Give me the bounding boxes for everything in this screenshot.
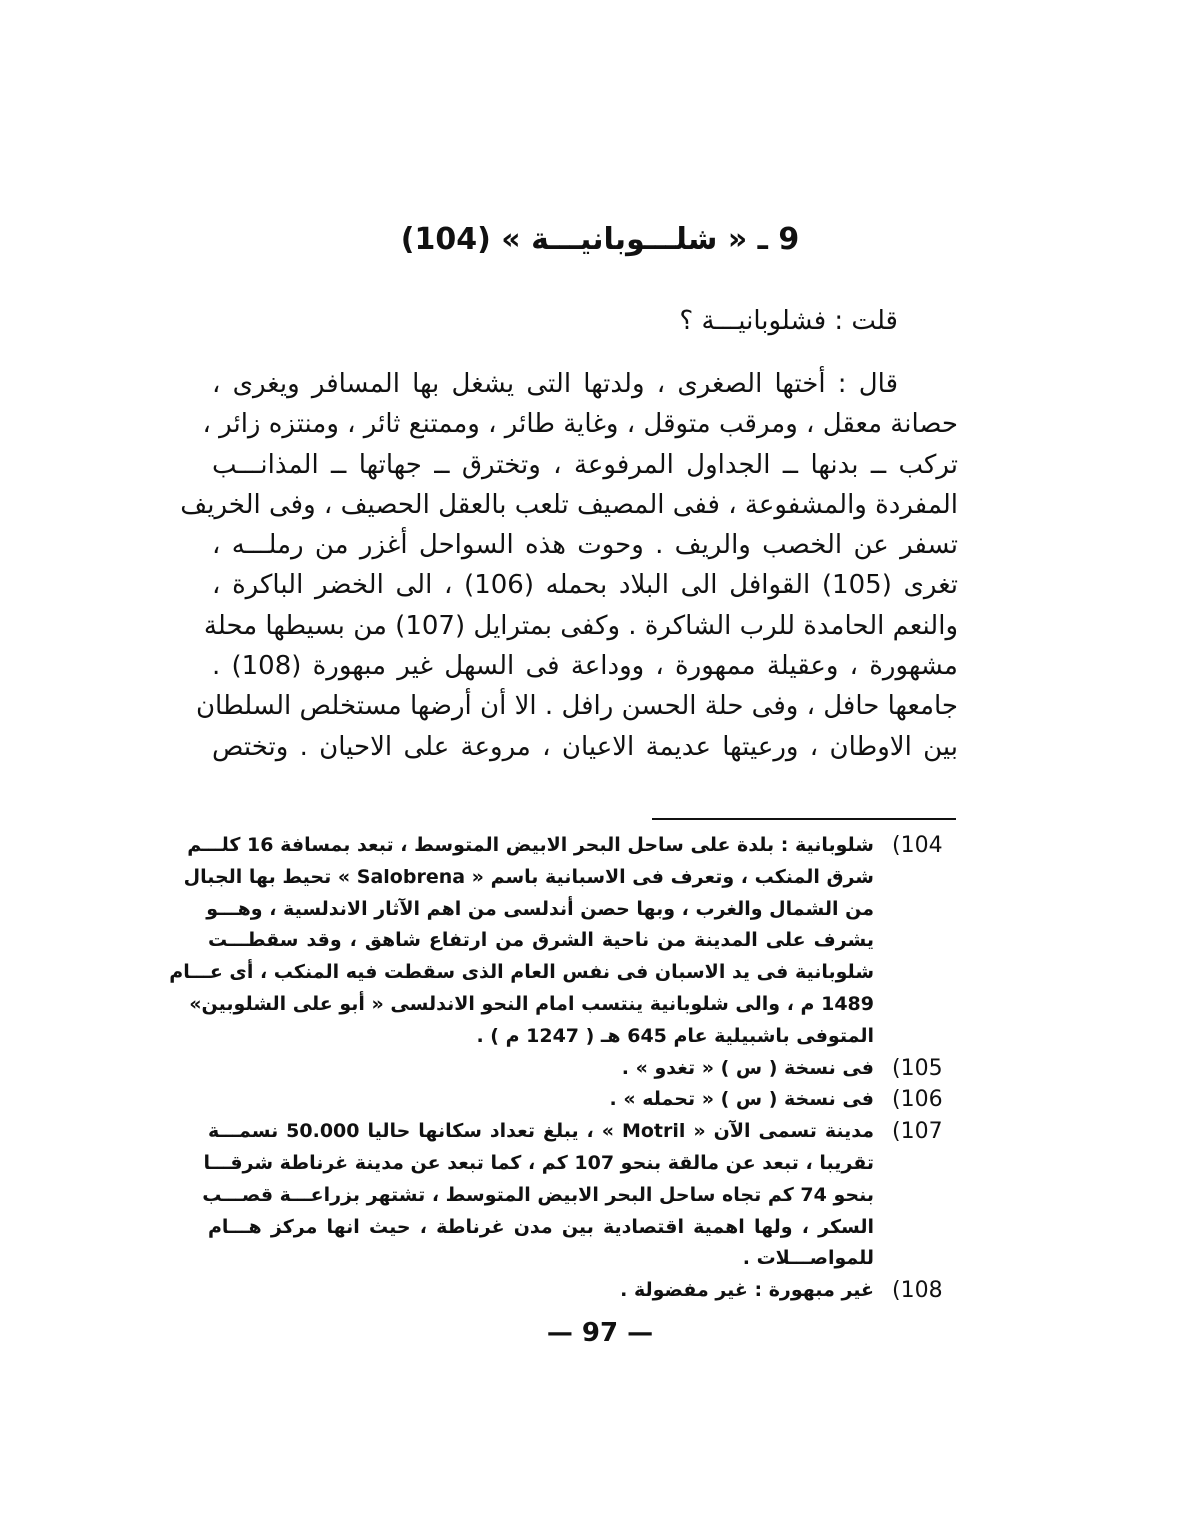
footnote-line: فى نسخة ( س ) « تحمله » . xyxy=(609,1088,874,1111)
footnote xyxy=(208,1053,960,1085)
chapter-heading: 9 ـ « شلـــوبانيـــة » (104) xyxy=(400,222,800,257)
footnote xyxy=(208,1275,960,1307)
body-line: مشهورة ، وعقيلة ممهورة ، ووداعة فى السهل غير مبهورة (108) . xyxy=(212,651,958,682)
footnote-line: 1489 م ، والى شلوبانية ينتسب امام النحو الاندلسى « أبو على الشلوبين» xyxy=(189,992,874,1015)
footnote-line: للمواصـــلات . xyxy=(742,1247,874,1270)
footnote-line: شرق المنكب ، وتعرف فى الاسبانية باسم « Salobrena » تحيط بها الجبال xyxy=(183,865,874,888)
footnote-line: بنحو 74 كم تجاه ساحل البحر الابيض المتوسط ، تشتهر بزراعـــة قصـــب xyxy=(202,1183,874,1206)
footnote-line: شلوبانية فى يد الاسبان فى نفس العام الذى سقطت فيه المنكب ، أى عـــام xyxy=(169,961,874,984)
body-line: المفردة والمشفوعة ، ففى المصيف تلعب بالعقل الحصيف ، وفى الخريف xyxy=(180,489,958,520)
footnote-line: يشرف على المدينة من ناحية الشرق من ارتفاع شاهق ، وقد سقطـــت xyxy=(208,929,874,952)
footnote-line: فى نسخة ( س ) « تغدو » . xyxy=(621,1056,874,1079)
footnote-line: شلوبانية : بلدة على ساحل البحر الابيض المتوسط ، تبعد بمسافة 16 كلـــم xyxy=(187,834,874,856)
footnote xyxy=(208,1084,960,1116)
body-line: حصانة معقل ، ومرقب متوقل ، وغاية طائر ، وممتنع ثائر ، ومنتزه زائر ، xyxy=(202,409,958,440)
body-line: قال : أختها الصغرى ، ولدتها التى يشغل بها المسافر ويغرى ، xyxy=(212,369,898,399)
body-line: تغرى (105) القوافل الى البلاد بحمله (106) ، الى الخضر الباكرة ، xyxy=(212,570,958,601)
footnote-line: مدينة تسمى الآن « Motril » ، يبلغ تعداد سكانها حاليا 50.000 نسمـــة xyxy=(208,1120,874,1143)
footnotes xyxy=(169,830,960,1307)
footnote-number: (104 xyxy=(892,833,943,858)
footnote xyxy=(169,830,960,1053)
footnote-line: المتوفى باشبيلية عام 645 هـ ( 1247 م ) . xyxy=(476,1024,874,1047)
footnote-divider xyxy=(652,818,956,820)
body-text xyxy=(180,364,958,767)
footnote-number: (105 xyxy=(892,1055,943,1081)
footnote-line: غير مبهورة : غير مفضولة . xyxy=(620,1279,874,1302)
footnote-number: (106 xyxy=(892,1087,943,1113)
footnote-line: تقريبا ، تبعد عن مالقة بنحو 107 كم ، كما تبعد عن مدينة غرناطة شرقـــا xyxy=(203,1151,874,1174)
footnote xyxy=(202,1116,960,1275)
body-line: بين الاوطان ، ورعيتها عديمة الاعيان ، مروعة على الاحيان . وتختص xyxy=(212,731,958,762)
body-line: تسفر عن الخصب والريف . وحوت هذه السواحل أغزر من رملـــه ، xyxy=(212,530,958,561)
body-line: والنعم الحامدة للرب الشاكرة . وكفى بمترايل (107) من بسيطها محلة xyxy=(203,610,958,641)
page-number: — 97 — xyxy=(546,1318,654,1348)
body-line: جامعها حافل ، وفى حلة الحسن رافل . الا أن أرضها مستخلص السلطان xyxy=(195,691,958,722)
chapter-question: قلت : فشلوبانيـــة ؟ xyxy=(679,306,898,336)
body-line: تركب ــ بدنها ــ الجداول المرفوعة ، وتخترق ــ جهاتها ــ المذانـــب xyxy=(212,449,958,480)
footnote-line: من الشمال والغرب ، وبها حصن أندلسى من اهم الآثار الاندلسية ، وهـــو xyxy=(206,897,874,920)
footnote-number: (108 xyxy=(892,1278,943,1304)
footnote-line: السكر ، ولها اهمية اقتصادية بين مدن غرناطة ، حيث انها مركز هـــام xyxy=(208,1215,874,1238)
footnote-number: (107 xyxy=(892,1119,943,1145)
